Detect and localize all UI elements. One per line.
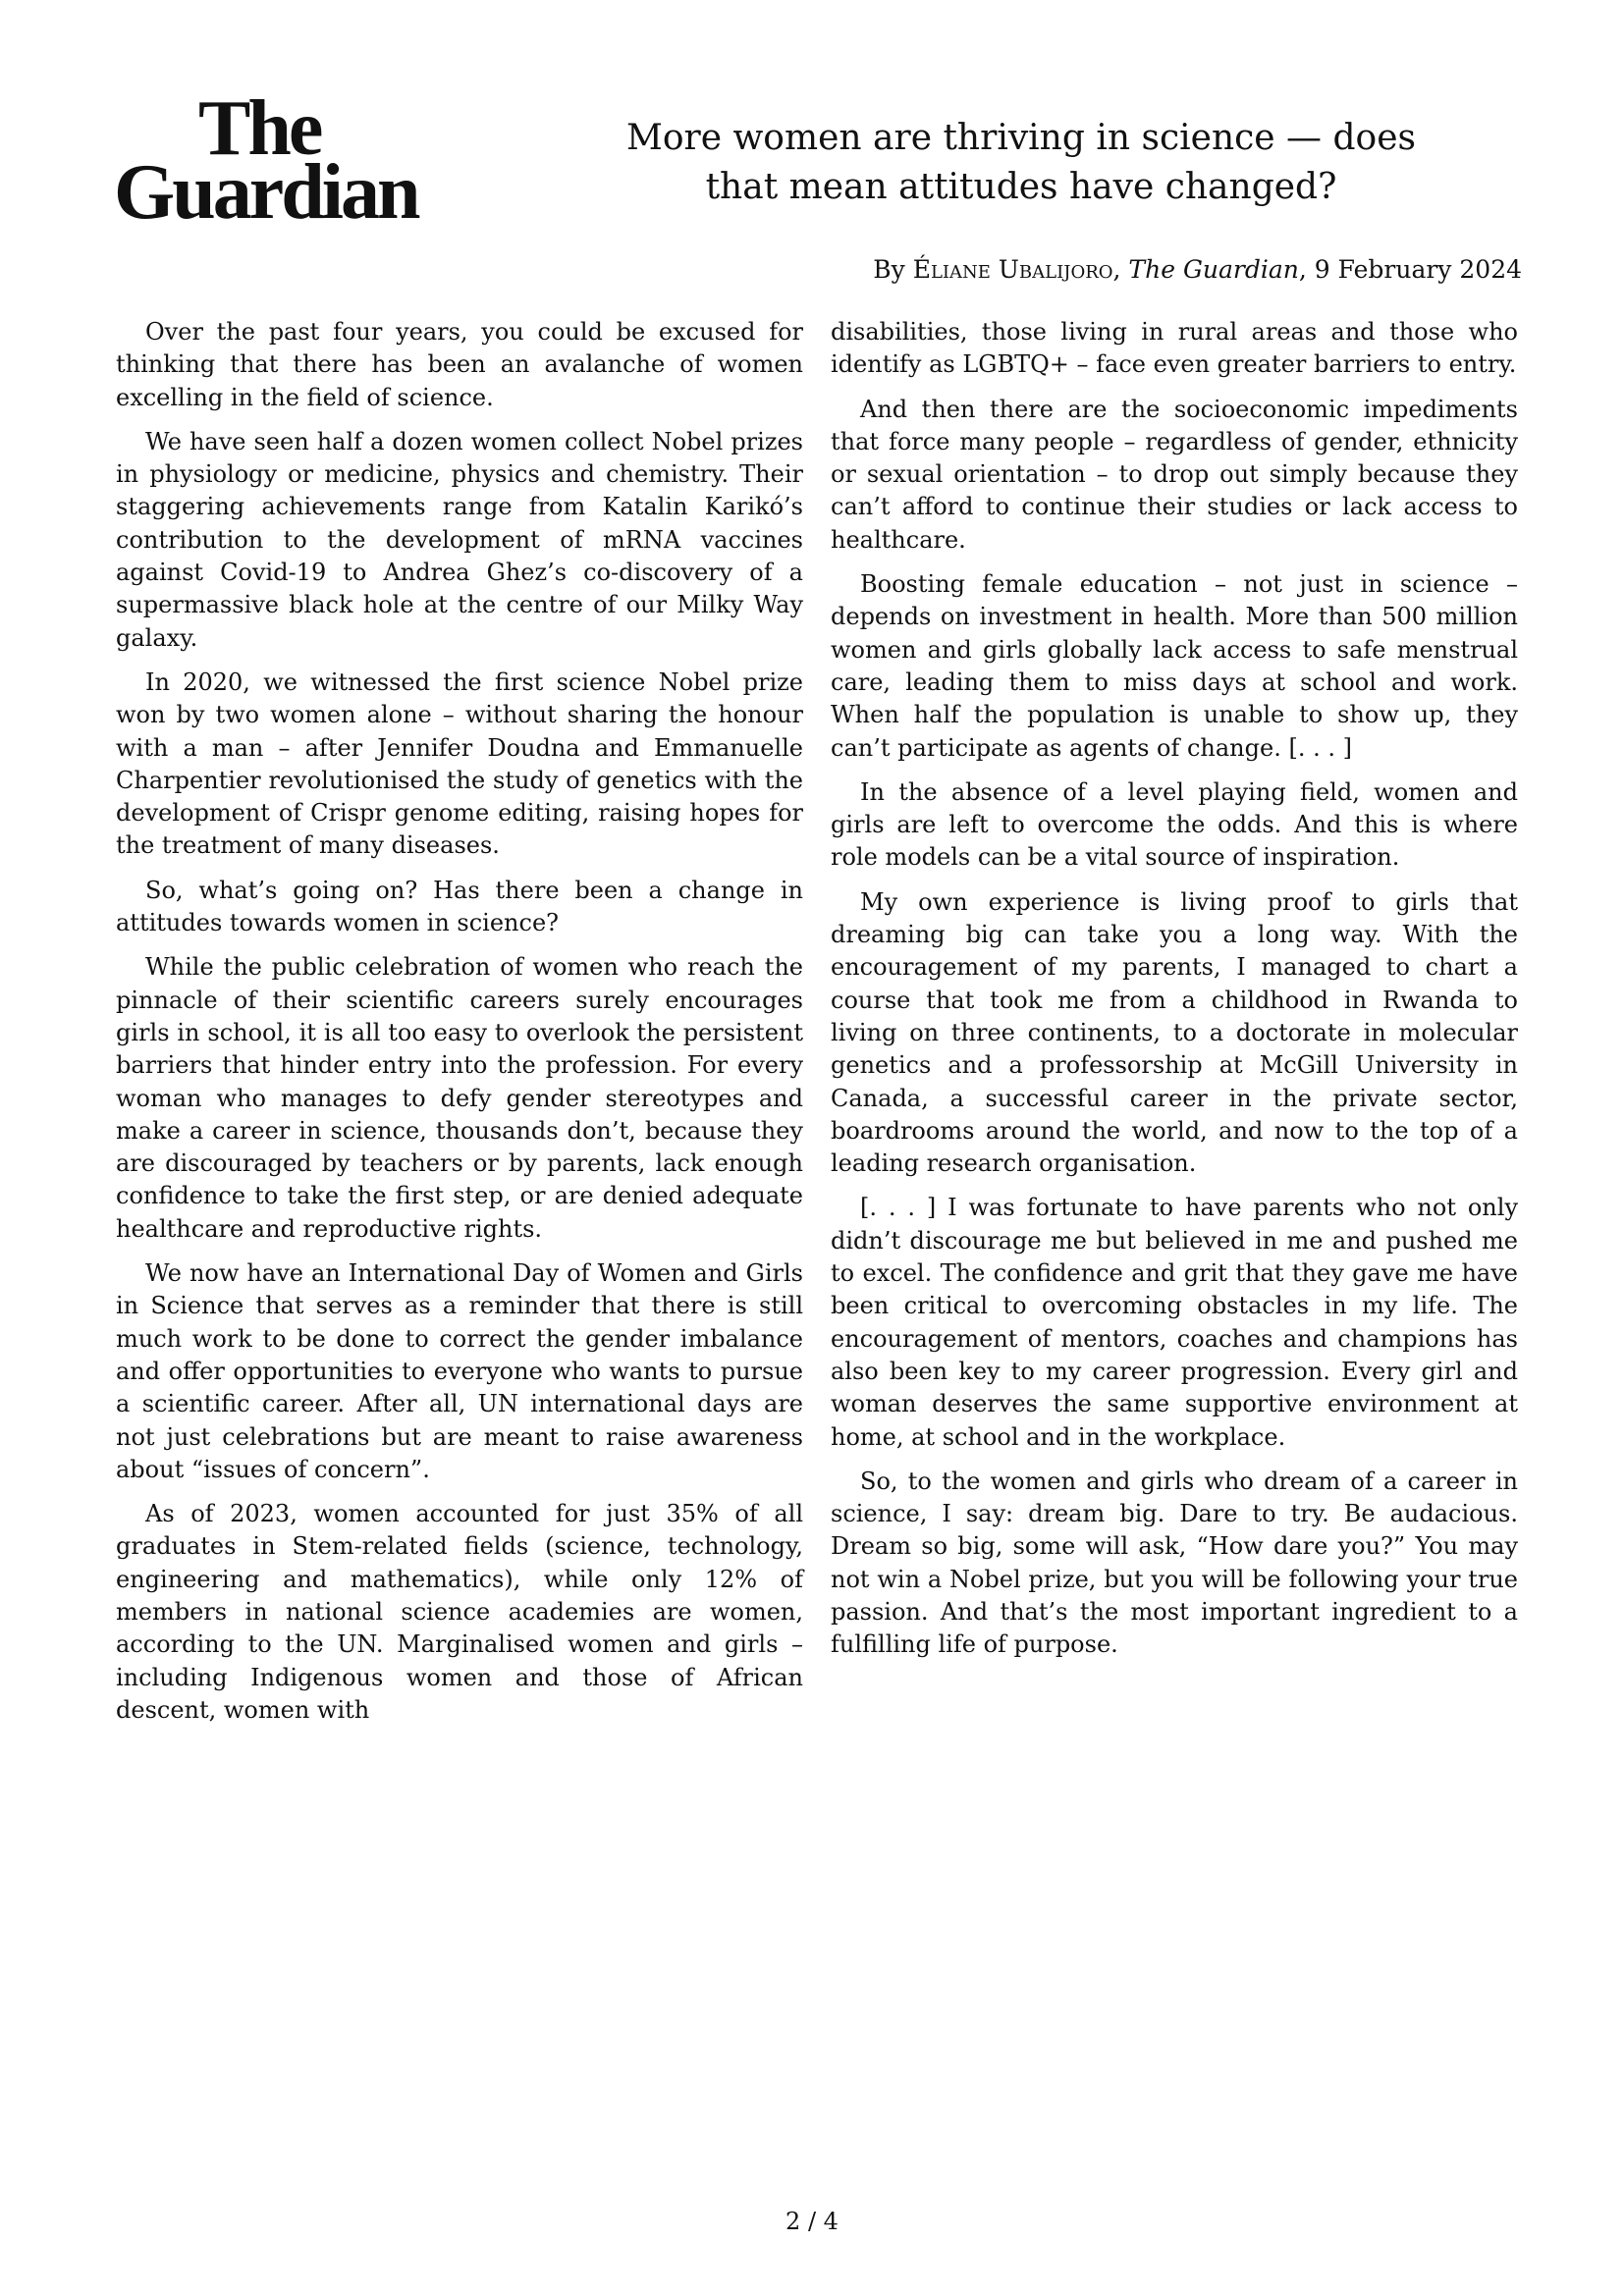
- paragraph: [. . . ] I was fortunate to have parents who not only didn’t discourage me but believed in me and pushed me to excel. The confidence and grit that they gave me have been critical to overcoming obstacles in my life. The encouragement of mentors, coaches and champions has also been key to my career progression. Every girl and woman deserves the same supportive environment at home, at school and in the workplace.: [831, 1194, 1518, 1451]
- logo-line-the: The: [198, 85, 321, 172]
- paragraph: We now have an International Day of Women and Girls in Science that serves as a reminder that there is still much work to be done to correct the gender imbalance and offer opportunities to everyone who wants to pursue a scientific career. After all, UN international days are not just celebrations but are meant to raise awareness about “issues of concern”.: [116, 1259, 803, 1483]
- paragraph-continuation: disabilities, those living in rural areas and those who identify as LGBTQ+ – face even greater barriers to entry.: [831, 318, 1518, 379]
- headline-line-2: that mean attitudes have changed?: [705, 167, 1337, 207]
- byline-prefix: By: [873, 255, 905, 284]
- byline-date: , 9 February 2024: [1298, 255, 1522, 284]
- paragraph: In 2020, we witnessed the first science Nobel prize won by two women alone – without sharing the honour with a man – after Jennifer Doudna and Emmanuelle Charpentier revolutionised the study of genetics with the development of Crispr genome editing, raising hopes for the treatment of many diseases.: [116, 667, 803, 860]
- paragraph: Boosting female education – not just in science – depends on investment in health. More than 500 million women and girls globally lack access to safe menstrual care, leading them to miss days at school and work. When half the population is unable to show up, they can’t participate as agents of change. [. . . ]: [831, 570, 1518, 762]
- paragraph: We have seen half a dozen women collect Nobel prizes in physiology or medicine, physics and chemistry. Their staggering achievements range from Katalin Karikó’s contribution to the development of mRNA vaccines against Covid-19 to Andrea Ghez’s co-discovery of a supermassive black hole at the centre of our Milky Way galaxy.: [116, 427, 803, 652]
- paragraph: While the public celebration of women who reach the pinnacle of their scientific careers surely encourages girls in school, it is all too easy to overlook the persistent barriers that hinder entry into the profession. For every woman who manages to defy gender stereotypes and make a career in science, thousands don’t, because they are discouraged by teachers or by parents, lack enough confidence to take the first step, or are denied adequate healthcare and reproductive rights.: [116, 953, 803, 1243]
- logo-line-guardian: Guardian: [114, 149, 418, 236]
- byline-publication: The Guardian: [1128, 255, 1299, 284]
- byline: [873, 253, 1522, 287]
- paragraph: So, to the women and girls who dream of a career in science, I say: dream big. Dare to try. Be audacious. Dream so big, some will ask, “How dare you?” You may not win a Nobel prize, but you will be following your true passion. And that’s the most important ingredient to a fulfilling life of purpose.: [831, 1467, 1518, 1659]
- guardian-logo: [114, 85, 487, 236]
- paragraph: In the absence of a level playing field, women and girls are left to overcome the odds. And this is where role models can be a vital source of inspiration.: [831, 777, 1518, 872]
- left-column: [116, 316, 803, 1738]
- byline-author: Éliane Ubalijoro: [912, 255, 1113, 284]
- byline-separator: ,: [1112, 255, 1121, 284]
- paragraph: As of 2023, women accounted for just 35% of all graduates in Stem-related fields (science, technology, engineering and mathematics), while only 12% of members in national science academies are women, according to the UN. Marginalised women and girls – including Indigenous women and those of African descent, women with: [116, 1500, 803, 1724]
- article-headline: [560, 114, 1483, 212]
- paragraph: So, what’s going on? Has there been a change in attitudes towards women in science?: [116, 876, 803, 937]
- paragraph: And then there are the socioeconomic impediments that force many people – regardless of gender, ethnicity or sexual orientation – to drop out simply because they can’t afford to continue their studies or lack access to healthcare.: [831, 395, 1518, 554]
- right-column: [831, 316, 1518, 1674]
- headline-line-1: More women are thriving in science — does: [625, 118, 1416, 158]
- paragraph: My own experience is living proof to girls that dreaming big can take you a long way. With the encouragement of my parents, I managed to chart a course that took me from a childhood in Rwanda to living on three continents, to a doctorate in molecular genetics and a professorship at McGill University in Canada, a successful career in the private sector, boardrooms around the world, and now to the top of a leading research organisation.: [831, 887, 1518, 1178]
- paragraph: Over the past four years, you could be excused for thinking that there has been an avalanche of women excelling in the field of science.: [116, 318, 803, 411]
- page-number: 2 / 4: [785, 2208, 839, 2235]
